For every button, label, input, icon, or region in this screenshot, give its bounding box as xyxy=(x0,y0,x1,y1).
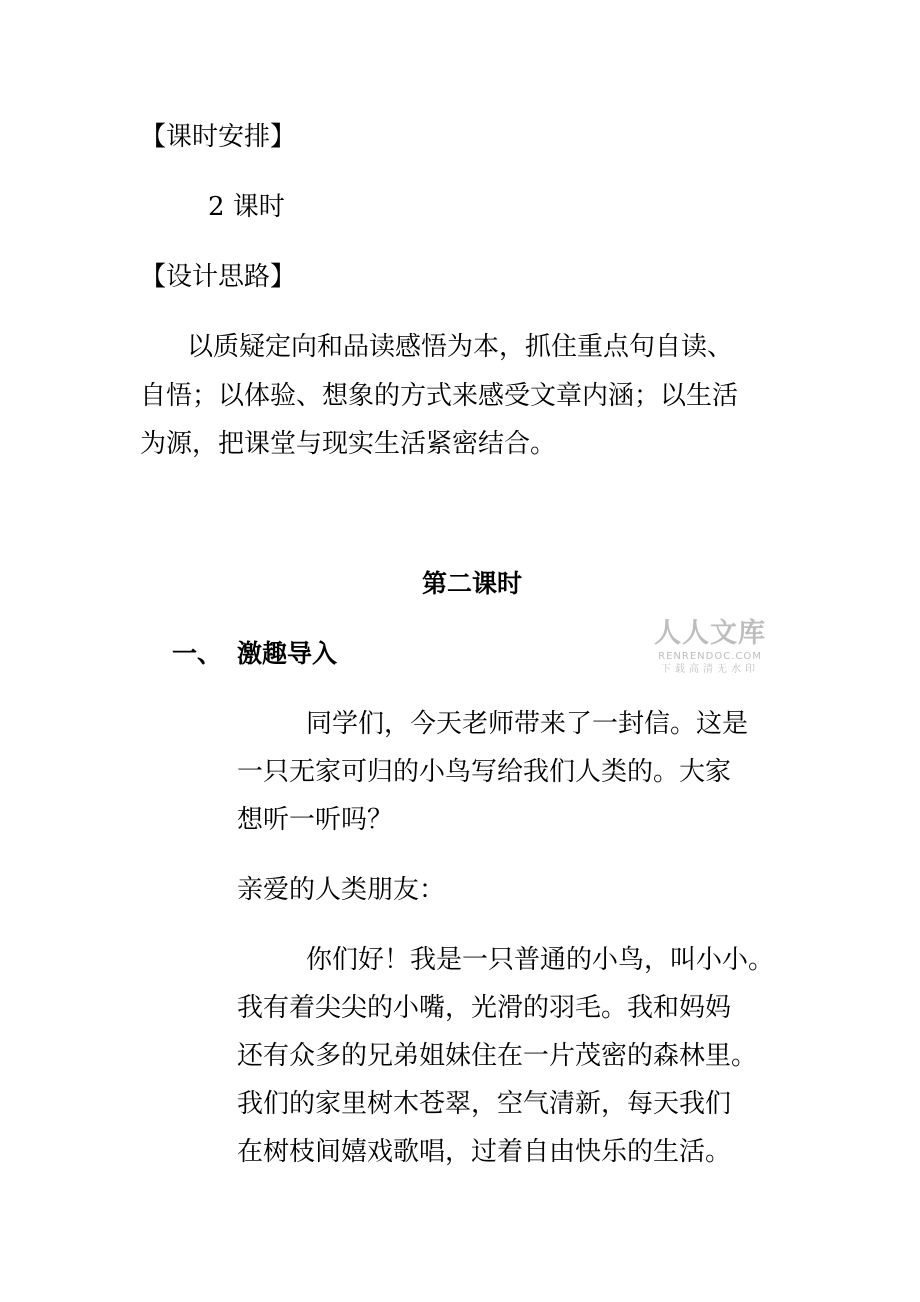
intro-line: 想听一听吗？ xyxy=(237,805,394,835)
watermark-tagline: 下载高清无水印 xyxy=(661,664,759,675)
letter-line: 在树枝间嬉戏歌唱，过着自由快乐的生活。 xyxy=(237,1137,732,1167)
watermark-logo xyxy=(646,618,774,676)
letter-line: 还有众多的兄弟姐妹住在一片茂密的森林里。 xyxy=(237,1041,758,1071)
letter-salutation: 亲爱的人类朋友： xyxy=(237,875,446,905)
watermark-domain: RENRENDOC.COM xyxy=(658,651,762,662)
lesson-title: 第二课时 xyxy=(422,569,523,598)
letter-line: 你们好！我是一只普通的小鸟，叫小小。 xyxy=(306,945,775,975)
design-line: 为源，把课堂与现实生活紧密结合。 xyxy=(140,429,557,459)
arrangement-value: 2 课时 xyxy=(208,192,285,222)
watermark-main: 人人文库 xyxy=(654,618,766,649)
section-number: 一、 xyxy=(172,639,223,668)
design-line: 以质疑定向和品读感悟为本，抓住重点句自读、 xyxy=(187,332,734,362)
letter-line: 我有着尖尖的小嘴，光滑的羽毛。我和妈妈 xyxy=(237,993,732,1023)
intro-line: 一只无家可归的小鸟写给我们人类的。大家 xyxy=(237,757,732,787)
arrangement-heading: 【课时安排】 xyxy=(140,122,297,152)
design-heading: 【设计思路】 xyxy=(140,262,297,292)
letter-line: 我们的家里树木苍翠，空气清新，每天我们 xyxy=(237,1089,732,1119)
section-title: 激趣导入 xyxy=(237,639,338,668)
intro-line: 同学们，今天老师带来了一封信。这是 xyxy=(306,709,749,739)
design-line: 自悟；以体验、想象的方式来感受文章内涵；以生活 xyxy=(140,381,739,411)
